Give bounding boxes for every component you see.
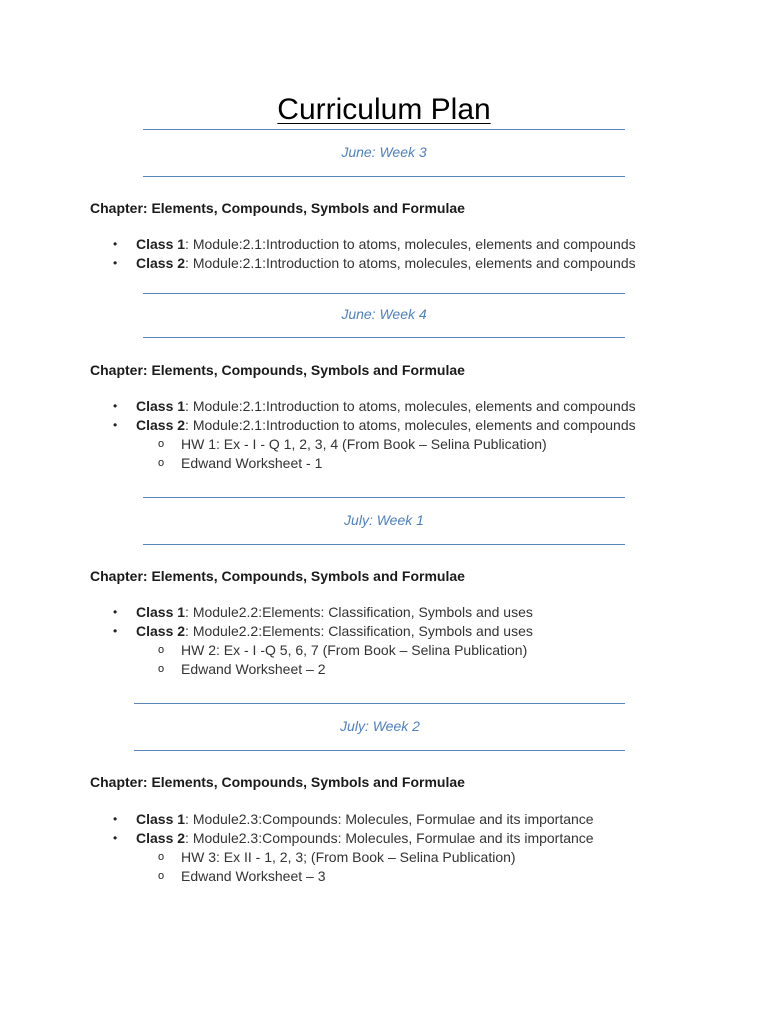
chapter-heading: Chapter: Elements, Compounds, Symbols and Formulae (90, 774, 465, 790)
week-heading: July: Week 2 (340, 718, 420, 734)
bullet-icon: • (113, 605, 118, 619)
sub-item-text: HW 1: Ex - I - Q 1, 2, 3, 4 (From Book – Selina Publication) (181, 436, 547, 452)
sub-list-item (0, 848, 768, 867)
bullet-icon: • (113, 624, 118, 638)
bullet-icon: • (113, 812, 118, 826)
class-label: Class 2 (136, 830, 186, 846)
section-divider (143, 293, 625, 294)
sub-item-text: Edwand Worksheet – 2 (181, 661, 326, 677)
class-label: Class 1 (136, 811, 186, 827)
list-item (0, 254, 768, 273)
circle-bullet-icon: o (158, 870, 165, 882)
section-divider (143, 176, 625, 177)
section-divider (143, 497, 625, 498)
class-list (0, 603, 768, 679)
section-divider (143, 337, 625, 338)
chapter-heading: Chapter: Elements, Compounds, Symbols and Formulae (90, 200, 465, 216)
class-label: Class 1 (136, 604, 186, 620)
class-description: : Module:2.1:Introduction to atoms, molecules, elements and compounds (185, 398, 636, 414)
circle-bullet-icon: o (158, 663, 165, 675)
sub-list-item (0, 867, 768, 886)
list-item (0, 235, 768, 254)
list-item (0, 622, 768, 641)
sub-list-item (0, 660, 768, 679)
list-item (0, 829, 768, 848)
section-divider (134, 703, 625, 704)
circle-bullet-icon: o (158, 851, 165, 863)
class-list (0, 397, 768, 473)
sub-item-text: HW 2: Ex - I -Q 5, 6, 7 (From Book – Selina Publication) (181, 642, 528, 658)
class-label: Class 1 (136, 236, 186, 252)
sub-list-item (0, 454, 768, 473)
list-item (0, 810, 768, 829)
chapter-heading: Chapter: Elements, Compounds, Symbols and Formulae (90, 568, 465, 584)
circle-bullet-icon: o (158, 644, 165, 656)
section-divider (143, 544, 625, 545)
sub-item-text: Edwand Worksheet – 3 (181, 868, 326, 884)
chapter-heading: Chapter: Elements, Compounds, Symbols and Formulae (90, 362, 465, 378)
page-title: Curriculum Plan (277, 93, 491, 126)
week-heading: July: Week 1 (344, 512, 424, 528)
bullet-icon: • (113, 399, 118, 413)
list-item (0, 603, 768, 622)
sub-item-text: HW 3: Ex II - 1, 2, 3; (From Book – Selina Publication) (181, 849, 516, 865)
bullet-icon: • (113, 831, 118, 845)
circle-bullet-icon: o (158, 457, 165, 469)
class-description: : Module2.2:Elements: Classification, Symbols and uses (185, 623, 533, 639)
class-description: : Module2.2:Elements: Classification, Symbols and uses (185, 604, 533, 620)
week-heading: June: Week 4 (341, 306, 427, 322)
bullet-icon: • (113, 418, 118, 432)
section-divider (134, 750, 625, 751)
class-label: Class 1 (136, 398, 186, 414)
class-label: Class 2 (136, 255, 186, 271)
class-description: : Module2.3:Compounds: Molecules, Formulae and its importance (185, 811, 594, 827)
bullet-icon: • (113, 256, 118, 270)
bullet-icon: • (113, 237, 118, 251)
sub-list-item (0, 641, 768, 660)
class-label: Class 2 (136, 623, 186, 639)
class-label: Class 2 (136, 417, 186, 433)
class-list (0, 235, 768, 273)
class-description: : Module:2.1:Introduction to atoms, molecules, elements and compounds (185, 255, 636, 271)
list-item (0, 397, 768, 416)
class-list (0, 810, 768, 886)
class-description: : Module2.3:Compounds: Molecules, Formulae and its importance (185, 830, 594, 846)
sub-list-item (0, 435, 768, 454)
list-item (0, 416, 768, 435)
circle-bullet-icon: o (158, 438, 165, 450)
sub-item-text: Edwand Worksheet - 1 (181, 455, 323, 471)
class-description: : Module:2.1:Introduction to atoms, molecules, elements and compounds (185, 236, 636, 252)
week-heading: June: Week 3 (341, 144, 427, 160)
section-divider (143, 129, 625, 130)
class-description: : Module:2.1:Introduction to atoms, molecules, elements and compounds (185, 417, 636, 433)
